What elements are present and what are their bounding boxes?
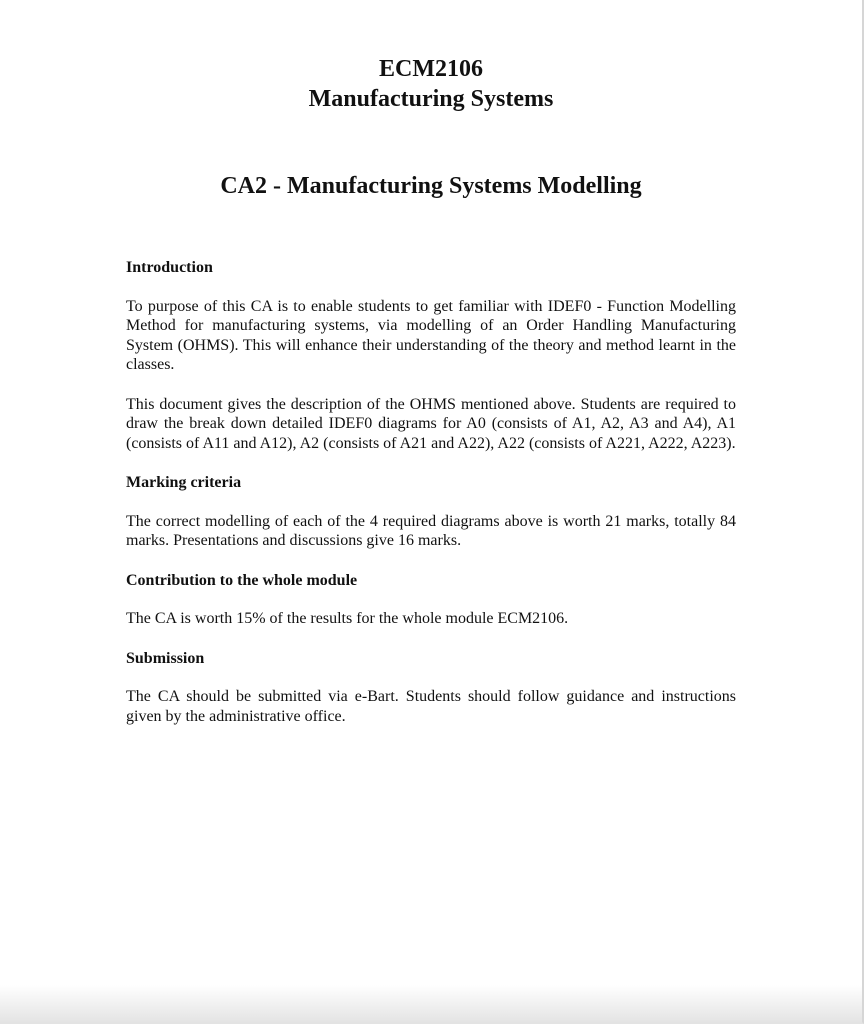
paragraph: The CA should be submitted via e-Bart. Students should follow guidance and instructions given by the administrative office. [126, 688, 736, 725]
course-code: ECM2106 [379, 56, 483, 82]
section-submission [126, 649, 736, 727]
paragraph: To purpose of this CA is to enable students to get familiar with IDEF0 - Function Modelling Method for manufacturing systems, via modelling of an Order Handling Manufacturing System (OHMS). This will enhance their understanding of the theory and method learnt in the classes. [126, 297, 736, 373]
section-heading: Contribution to the whole module [126, 571, 358, 589]
paragraph: The correct modelling of each of the 4 required diagrams above is worth 21 marks, totally 84 marks. Presentations and discussions give 16 marks. [126, 512, 736, 549]
section-contribution [126, 571, 736, 629]
paragraph: This document gives the description of the OHMS mentioned above. Students are required to draw the break down detailed IDEF0 diagrams for A0 (consists of A1, A2, A3 and A4), A1 (consists of A11 and A12), A2 (consists of A21 and A22), A22 (consists of A221, A222, A223). [126, 395, 736, 452]
section-heading: Introduction [126, 259, 213, 276]
document-body [126, 258, 736, 745]
section-marking-criteria [126, 473, 736, 551]
paragraph: The CA is worth 15% of the results for the whole module ECM2106. [126, 610, 569, 627]
section-introduction [126, 258, 736, 453]
page-bottom-shadow [0, 985, 862, 1022]
section-heading: Marking criteria [126, 474, 242, 491]
section-heading: Submission [126, 649, 205, 667]
course-name: Manufacturing Systems [308, 86, 554, 112]
document-title: CA2 - Manufacturing Systems Modelling [220, 173, 642, 199]
